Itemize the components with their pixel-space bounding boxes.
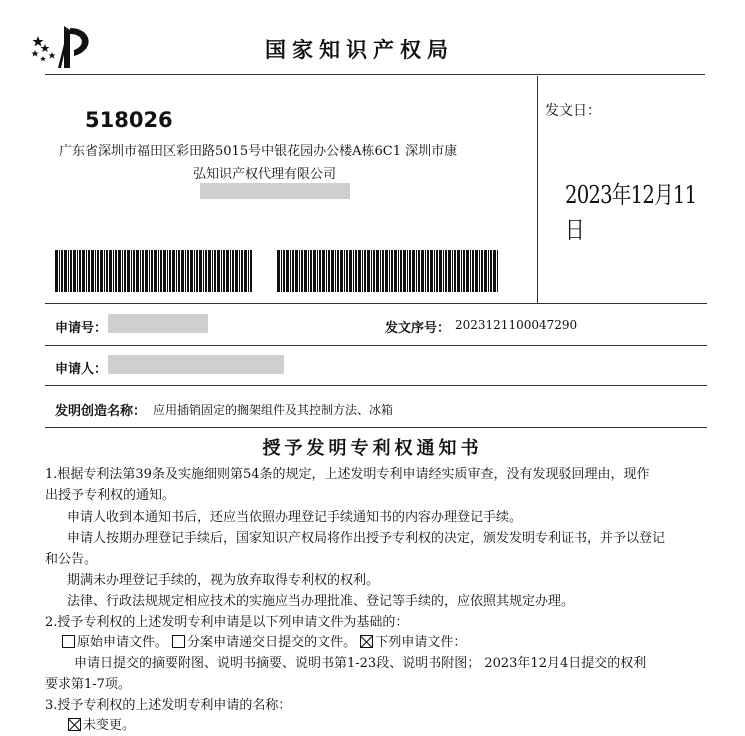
barcode-bar xyxy=(109,250,112,292)
barcode-bar xyxy=(187,250,189,292)
paragraph-3-line-2: 和公告。 xyxy=(45,552,98,567)
barcode-bar xyxy=(382,250,384,292)
paragraph-2: 申请人收到本通知书后，还应当依照办理登记手续通知书的内容办理登记手续。 xyxy=(67,510,523,525)
notice-title: 授予发明专利权通知书 xyxy=(262,438,483,459)
barcode-bar xyxy=(443,250,444,292)
barcode-bar xyxy=(203,250,204,292)
barcode-bar xyxy=(326,250,327,292)
barcode-bar xyxy=(244,250,247,292)
barcode-bar xyxy=(154,250,157,292)
redacted-applicant xyxy=(108,355,284,374)
paragraph-3-line-1: 申请人按期办理登记手续后，国家知识产权局将作出授予专利权的决定，颁发发明专利证书，并予以登记 xyxy=(67,531,666,546)
barcode-bar xyxy=(472,250,474,292)
barcode-bar xyxy=(355,250,357,292)
barcode-bar xyxy=(328,250,330,292)
redacted-application-no xyxy=(108,314,208,333)
barcode-bar xyxy=(376,250,379,292)
barcode-bar xyxy=(185,250,186,292)
barcode-bar xyxy=(416,250,417,292)
barcode-bar xyxy=(181,250,184,292)
barcode-bar xyxy=(398,250,399,292)
barcode-bar xyxy=(322,250,325,292)
option-unchanged-label: 未变更。 xyxy=(83,718,136,733)
barcode-bar xyxy=(124,250,126,292)
barcode-bar xyxy=(70,250,72,292)
barcode-bar xyxy=(281,250,282,292)
barcode-bar xyxy=(122,250,123,292)
barcode-bar xyxy=(172,250,175,292)
barcode-bar xyxy=(199,250,202,292)
header-bottom-divider xyxy=(45,303,707,304)
dispatch-date: 2023年12月11日 xyxy=(565,181,697,244)
application-no-label: 申请号： xyxy=(55,321,108,336)
barcode-bar xyxy=(337,250,339,292)
barcode-bar xyxy=(461,250,462,292)
barcode-bar xyxy=(367,250,370,292)
barcode-bar xyxy=(349,250,352,292)
barcode-bar xyxy=(421,250,424,292)
row-divider-1 xyxy=(45,345,707,346)
barcode-bar xyxy=(304,250,307,292)
barcode-bar xyxy=(331,250,334,292)
barcode-bar xyxy=(79,250,81,292)
top-divider xyxy=(45,74,705,75)
barcode-bar xyxy=(133,250,135,292)
dispatch-date-label: 发文日： xyxy=(545,103,601,119)
barcode-bar xyxy=(445,250,447,292)
barcode-bar xyxy=(232,250,234,292)
documents-line-2: 要求第1-7项。 xyxy=(45,677,131,692)
barcode-bar xyxy=(430,250,433,292)
barcode-bar xyxy=(151,250,153,292)
barcode-bar xyxy=(344,250,345,292)
barcode-bar xyxy=(115,250,117,292)
barcode-bar xyxy=(59,250,60,292)
option-following-label: 下列申请文件： xyxy=(375,635,467,650)
barcode-bar xyxy=(73,250,76,292)
barcode-bar xyxy=(61,250,63,292)
barcode-bar xyxy=(457,250,460,292)
barcode-bar xyxy=(86,250,87,292)
cnipa-logo xyxy=(30,22,100,70)
barcode-bar xyxy=(371,250,372,292)
barcode-bar xyxy=(301,250,303,292)
barcode-bar xyxy=(140,250,141,292)
barcode-bar xyxy=(176,250,177,292)
header-vertical-divider xyxy=(537,76,538,304)
barcode-bar xyxy=(394,250,397,292)
barcode-bar xyxy=(335,250,336,292)
barcode-bar xyxy=(91,250,94,292)
barcode-bar xyxy=(235,250,238,292)
barcode-bar xyxy=(380,250,381,292)
barcode-bar xyxy=(364,250,366,292)
barcode-bar xyxy=(454,250,456,292)
barcode-bar xyxy=(391,250,393,292)
barcode-bar xyxy=(131,250,132,292)
barcode-bar xyxy=(481,250,483,292)
barcode-bar xyxy=(118,250,121,292)
barcode-bar xyxy=(97,250,99,292)
barcode-bar xyxy=(400,250,402,292)
barcode-bar xyxy=(239,250,240,292)
postcode: 518026 xyxy=(85,108,173,132)
barcode-bar xyxy=(373,250,375,292)
barcode-bar xyxy=(163,250,166,292)
barcode-bar xyxy=(488,250,489,292)
barcode-bar xyxy=(127,250,130,292)
checkbox-unchanged-checked xyxy=(68,718,81,731)
barcode-bar xyxy=(205,250,207,292)
barcode-bar xyxy=(295,250,298,292)
barcode-bar xyxy=(136,250,139,292)
barcode-bar xyxy=(95,250,96,292)
barcode-bar xyxy=(418,250,420,292)
barcode-bar xyxy=(425,250,426,292)
row-divider-2 xyxy=(45,385,707,386)
barcode-bar xyxy=(448,250,451,292)
barcode-bar xyxy=(208,250,211,292)
barcode-bar xyxy=(479,250,480,292)
barcode-bar xyxy=(497,250,498,292)
barcode-bar xyxy=(409,250,411,292)
barcode-bar xyxy=(434,250,435,292)
section-2-title: 2.授予专利权的上述发明专利申请是以下列申请文件为基础的： xyxy=(45,615,409,630)
barcode-bar xyxy=(389,250,390,292)
barcode-bar xyxy=(82,250,85,292)
document-options xyxy=(62,632,466,653)
barcode-bar xyxy=(277,250,280,292)
barcode-bar xyxy=(113,250,114,292)
documents-line-1: 申请日提交的摘要附图、说明书摘要、说明书第1-23段、说明书附图； 2023年12月4日提交的权利 xyxy=(74,656,647,671)
barcode-bar xyxy=(64,250,67,292)
barcode-bar xyxy=(340,250,343,292)
paragraph-4: 期满未办理登记手续的，视为放弃取得专利权的权利。 xyxy=(67,573,380,588)
barcode-left xyxy=(55,250,255,292)
barcode-bar xyxy=(385,250,388,292)
barcode-bar xyxy=(221,250,222,292)
barcode-bar xyxy=(475,250,478,292)
barcode-bar xyxy=(470,250,471,292)
barcode-bar xyxy=(160,250,162,292)
option-divisional-label: 分案申请递交日提交的文件。 xyxy=(187,635,357,650)
paragraph-1-line-2: 出授予专利权的通知。 xyxy=(45,488,176,503)
barcode-bar xyxy=(452,250,453,292)
barcode-bar xyxy=(145,250,148,292)
barcode-bar xyxy=(190,250,193,292)
serial-value: 2023121100047290 xyxy=(455,318,578,332)
barcode-bar xyxy=(292,250,294,292)
invention-title: 应用插销固定的搁架组件及其控制方法、冰箱 xyxy=(153,403,394,417)
barcode-bar xyxy=(493,250,496,292)
barcode-bar xyxy=(158,250,159,292)
barcode-bar xyxy=(484,250,487,292)
barcode-bar xyxy=(142,250,144,292)
barcode-bar xyxy=(358,250,361,292)
barcode-bar xyxy=(100,250,103,292)
barcode-bar xyxy=(230,250,231,292)
barcode-bar xyxy=(346,250,348,292)
address-line-1: 广东省深圳市福田区彩田路5015号中银花园办公楼A栋6C1 深圳市康 xyxy=(59,144,458,159)
paragraph-1-line-1: 1.根据专利法第39条及实施细则第54条的规定，上述发明专利申请经实质审查，没有发现驳回理由，现作 xyxy=(45,467,650,482)
barcode-bar xyxy=(310,250,312,292)
barcode-bar xyxy=(248,250,249,292)
barcode-bar xyxy=(77,250,78,292)
barcode-bar xyxy=(226,250,229,292)
barcode-bar xyxy=(313,250,316,292)
checkbox-original xyxy=(62,635,75,648)
barcode-bar xyxy=(55,250,58,292)
barcode-bar xyxy=(308,250,309,292)
checkbox-divisional xyxy=(172,635,185,648)
barcode-bar xyxy=(178,250,180,292)
barcode-bar xyxy=(299,250,300,292)
barcode-bar xyxy=(104,250,105,292)
barcode-bar xyxy=(241,250,243,292)
barcode-bar xyxy=(290,250,291,292)
barcode-bar xyxy=(194,250,195,292)
option-original-label: 原始申请文件。 xyxy=(77,635,169,650)
barcode-bar xyxy=(68,250,69,292)
barcode-bar xyxy=(212,250,213,292)
barcode-bar xyxy=(196,250,198,292)
barcode-bar xyxy=(412,250,415,292)
barcode-bar xyxy=(463,250,465,292)
barcode-bar xyxy=(427,250,429,292)
barcode-bar xyxy=(353,250,354,292)
barcode-bar xyxy=(319,250,321,292)
barcode-bar xyxy=(466,250,469,292)
barcode-bar xyxy=(403,250,406,292)
address-line-2: 弘知识产权代理有限公司 xyxy=(193,167,337,182)
barcode-bar xyxy=(436,250,438,292)
invention-label: 发明创造名称： xyxy=(55,404,147,419)
barcode-bar xyxy=(362,250,363,292)
barcode-bar xyxy=(286,250,289,292)
barcode-bar xyxy=(490,250,492,292)
barcode-right xyxy=(277,250,502,292)
barcode-bar xyxy=(407,250,408,292)
barcode-bar xyxy=(283,250,285,292)
barcode-bar xyxy=(439,250,442,292)
row-divider-3 xyxy=(45,427,707,428)
barcode-bar xyxy=(217,250,220,292)
barcode-bar xyxy=(149,250,150,292)
barcode-bar xyxy=(88,250,90,292)
barcode-bar xyxy=(214,250,216,292)
barcode-bar xyxy=(317,250,318,292)
title-status xyxy=(68,715,135,736)
barcode-bar xyxy=(106,250,108,292)
section-3-title: 3.授予专利权的上述发明专利申请的名称： xyxy=(45,698,292,713)
office-name: 国家知识产权局 xyxy=(265,37,454,62)
barcode-bar xyxy=(167,250,168,292)
checkbox-following-checked xyxy=(360,635,373,648)
applicant-label: 申请人： xyxy=(55,362,108,377)
barcode-bar xyxy=(223,250,225,292)
serial-label: 发文序号： xyxy=(385,321,451,336)
barcode-bar xyxy=(250,250,252,292)
barcode-bar xyxy=(169,250,171,292)
paragraph-5: 法律、行政法规规定相应技术的实施应当办理批准、登记等手续的，应依照其规定办理。 xyxy=(67,594,575,609)
redacted-recipient-name xyxy=(200,183,350,199)
